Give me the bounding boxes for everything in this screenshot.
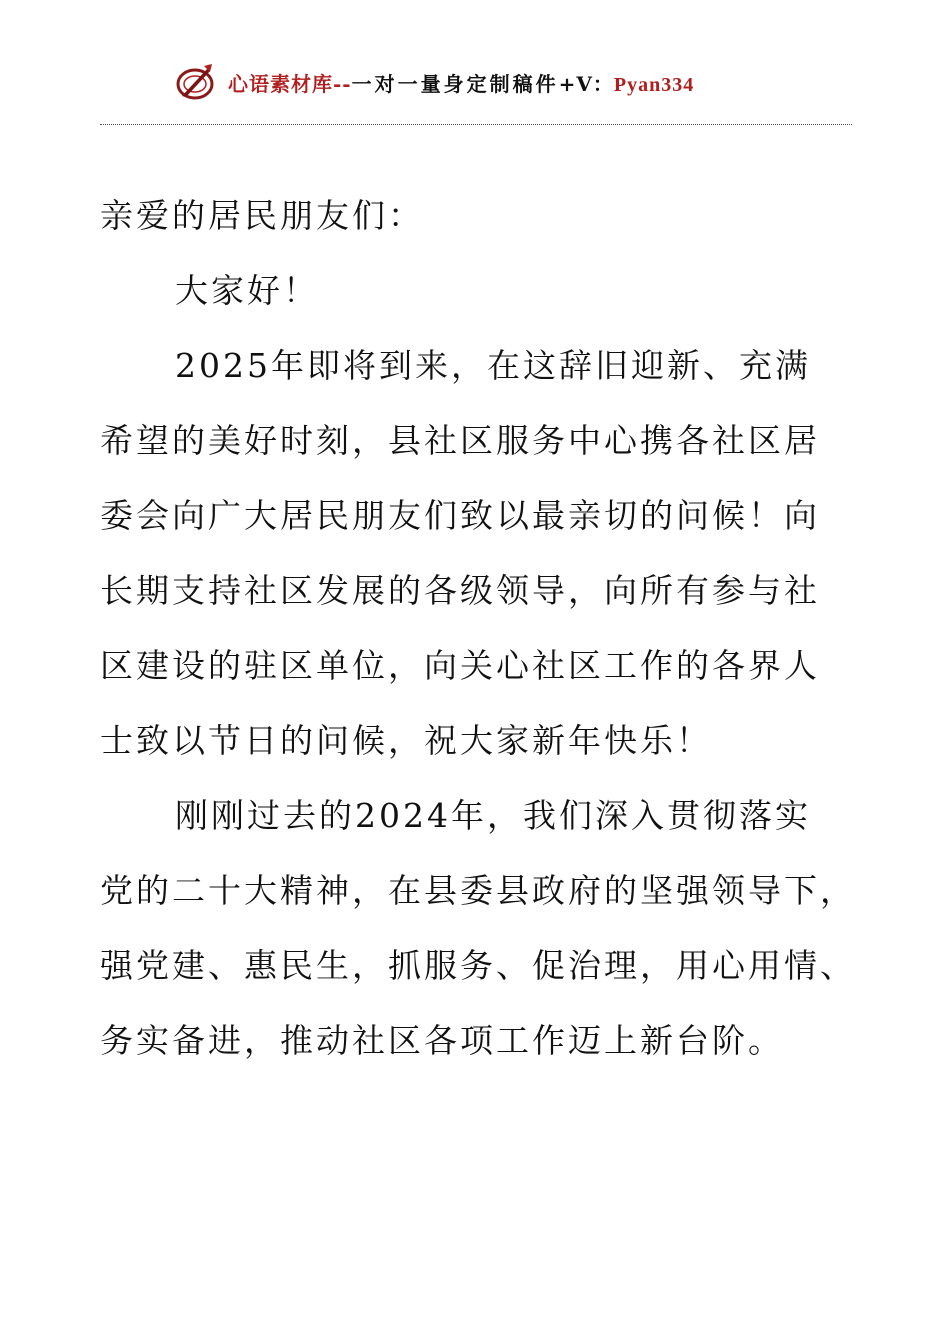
paragraph-line: 务实备进，推动社区各项工作迈上新台阶。 xyxy=(100,1021,784,1060)
contact-id: Pyan334 xyxy=(613,74,695,96)
paragraph-line: 委会向广大居民朋友们致以最亲切的问候！向 xyxy=(100,496,820,535)
contact-label: +V： xyxy=(558,72,614,96)
brand-name: 心语素材库 xyxy=(228,72,333,96)
paragraph-line: 刚刚过去的2024年，我们深入贯彻落实 xyxy=(175,796,811,835)
header-divider xyxy=(100,124,852,125)
brand-separator: -- xyxy=(333,72,352,96)
paragraph-1 xyxy=(100,328,862,778)
paragraph-line: 希望的美好时刻，县社区服务中心携各社区居 xyxy=(100,421,820,460)
quill-pen-logo-icon xyxy=(174,62,216,102)
page-header xyxy=(0,60,950,104)
header-banner-text xyxy=(228,68,694,97)
paragraph-line: 区建设的驻区单位，向关心社区工作的各界人 xyxy=(100,646,820,685)
paragraph-line: 强党建、惠民生，抓服务、促治理，用心用情、 xyxy=(100,946,856,985)
salutation-line: 大家好！ xyxy=(175,271,319,310)
paragraph-line: 长期支持社区发展的各级领导，向所有参与社 xyxy=(100,571,820,610)
paragraph-2 xyxy=(100,778,862,1078)
document-body xyxy=(100,178,862,1078)
header-slogan: 一对一量身定制稿件 xyxy=(351,72,559,96)
greeting-line: 亲爱的居民朋友们： xyxy=(100,196,424,235)
paragraph-line: 2025年即将到来，在这辞旧迎新、充满 xyxy=(175,346,811,385)
paragraph-line: 党的二十大精神，在县委县政府的坚强领导下， xyxy=(100,871,856,910)
paragraph-line: 士致以节日的问候，祝大家新年快乐！ xyxy=(100,721,712,760)
